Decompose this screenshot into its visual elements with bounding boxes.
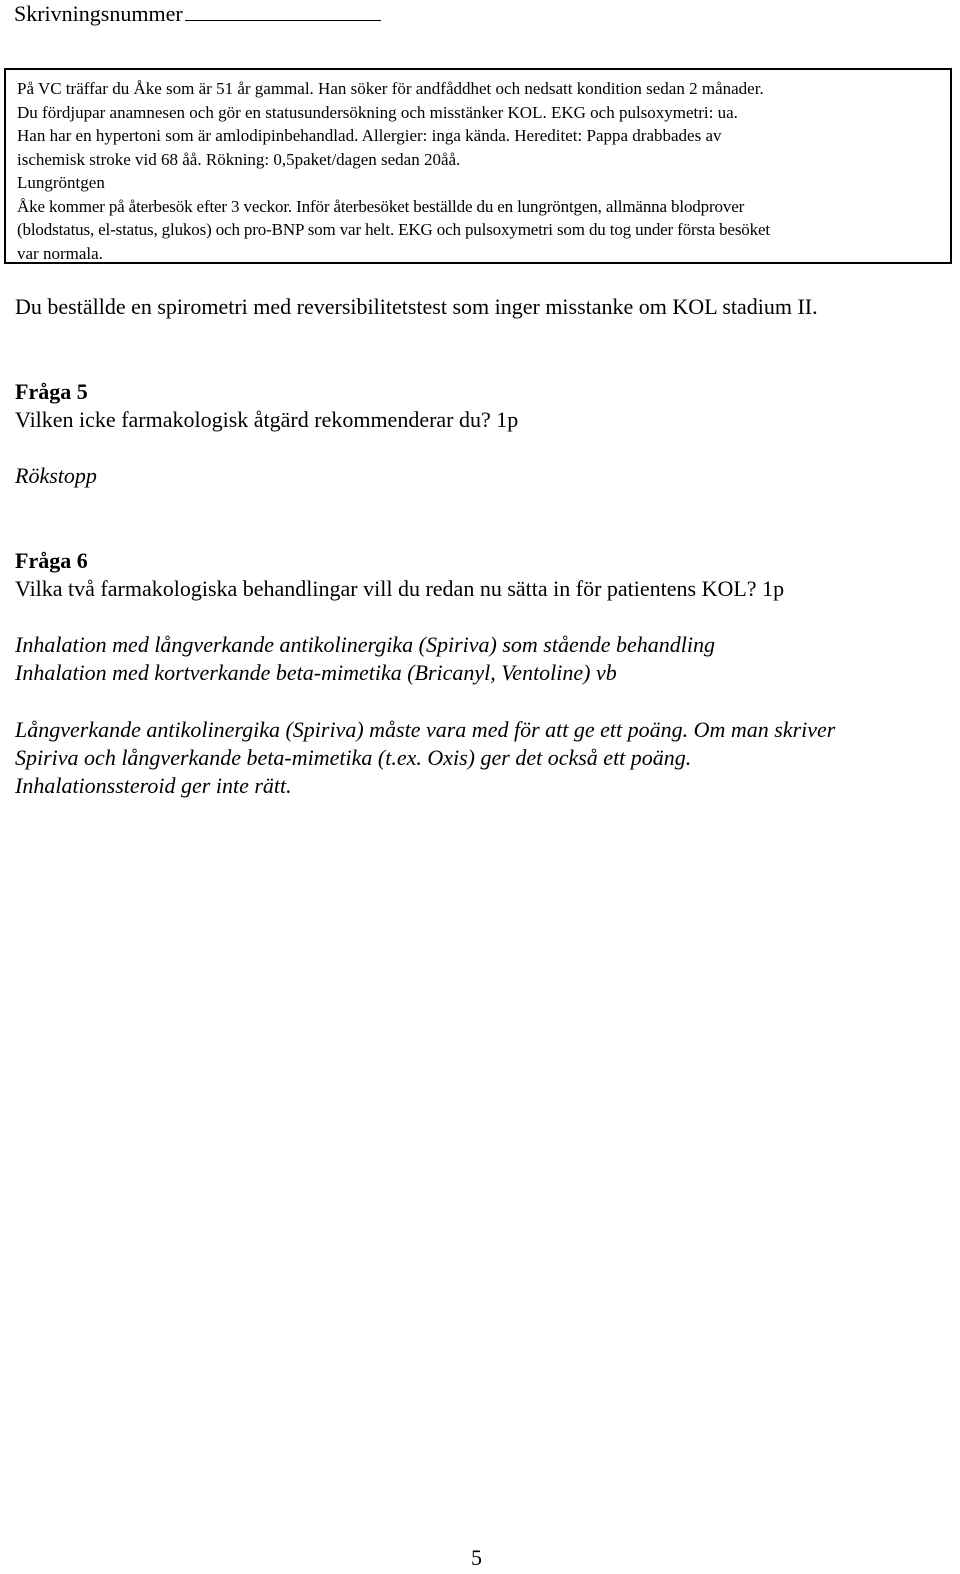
case-line: På VC träffar du Åke som är 51 år gammal. Han söker för andfåddhet och nedsatt kondition sedan 2 månader. [17,79,764,98]
exam-number-header [14,0,381,28]
question-6-section [15,547,784,603]
exam-number-blank-line [185,0,381,21]
case-line: Du fördjupar anamnesen och gör en statusundersökning och misstänker KOL. EKG och pulsoxymetri: ua. [17,102,738,122]
question-6-answer-line: Inhalation med långverkande antikolinergika (Spiriva) som stående behandling [15,632,715,657]
question-6-comment-line: Spiriva och långverkande beta-mimetika (t.ex. Oxis) ger det också ett poäng. [15,745,692,770]
exam-number-label: Skrivningsnummer [14,1,183,26]
page-number: 5 [471,1545,482,1570]
question-6-text: Vilka två farmakologiska behandlingar vill du redan nu sätta in för patientens KOL? 1p [15,576,785,601]
question-6-comment-line: Inhalationssteroid ger inte rätt. [15,773,292,798]
case-line: Åke kommer på återbesök efter 3 veckor. Inför återbesöket beställde du en lungröntgen, allmänna blodprover [17,196,745,216]
spirometry-text: Du beställde en spirometri med reversibilitetstest som inger misstanke om KOL stadium II. [15,294,818,319]
spirometry-paragraph [15,293,818,321]
question-5-section [15,378,518,434]
question-6-title: Fråga 6 [15,548,88,573]
question-6-answer-line: Inhalation med kortverkande beta-mimetika (Bricanyl, Ventoline) vb [15,660,617,685]
case-line: var normala. [17,243,103,263]
question-6-comment-line: Långverkande antikolinergika (Spiriva) måste vara med för att ge ett poäng. Om man skriver [15,717,836,742]
question-5-answer: Rökstopp [15,463,97,488]
case-line: Lungröntgen [17,173,105,192]
question-6-comment-section [15,716,835,800]
case-line: Han har en hypertoni som är amlodipinbehandlad. Allergier: inga kända. Hereditet: Pappa drabbades av [17,126,722,145]
question-5-text: Vilken icke farmakologisk åtgärd rekommenderar du? 1p [15,407,519,432]
question-5-answer-section [15,462,97,490]
case-description-box [4,68,952,264]
question-6-answer-section [15,631,715,687]
case-line: ischemisk stroke vid 68 åå. Rökning: 0,5paket/dagen sedan 20åå. [17,149,461,169]
question-5-title: Fråga 5 [15,379,88,404]
case-line: (blodstatus, el-status, glukos) och pro-BNP som var helt. EKG och pulsoxymetri som du tog under första besöket [17,220,770,239]
